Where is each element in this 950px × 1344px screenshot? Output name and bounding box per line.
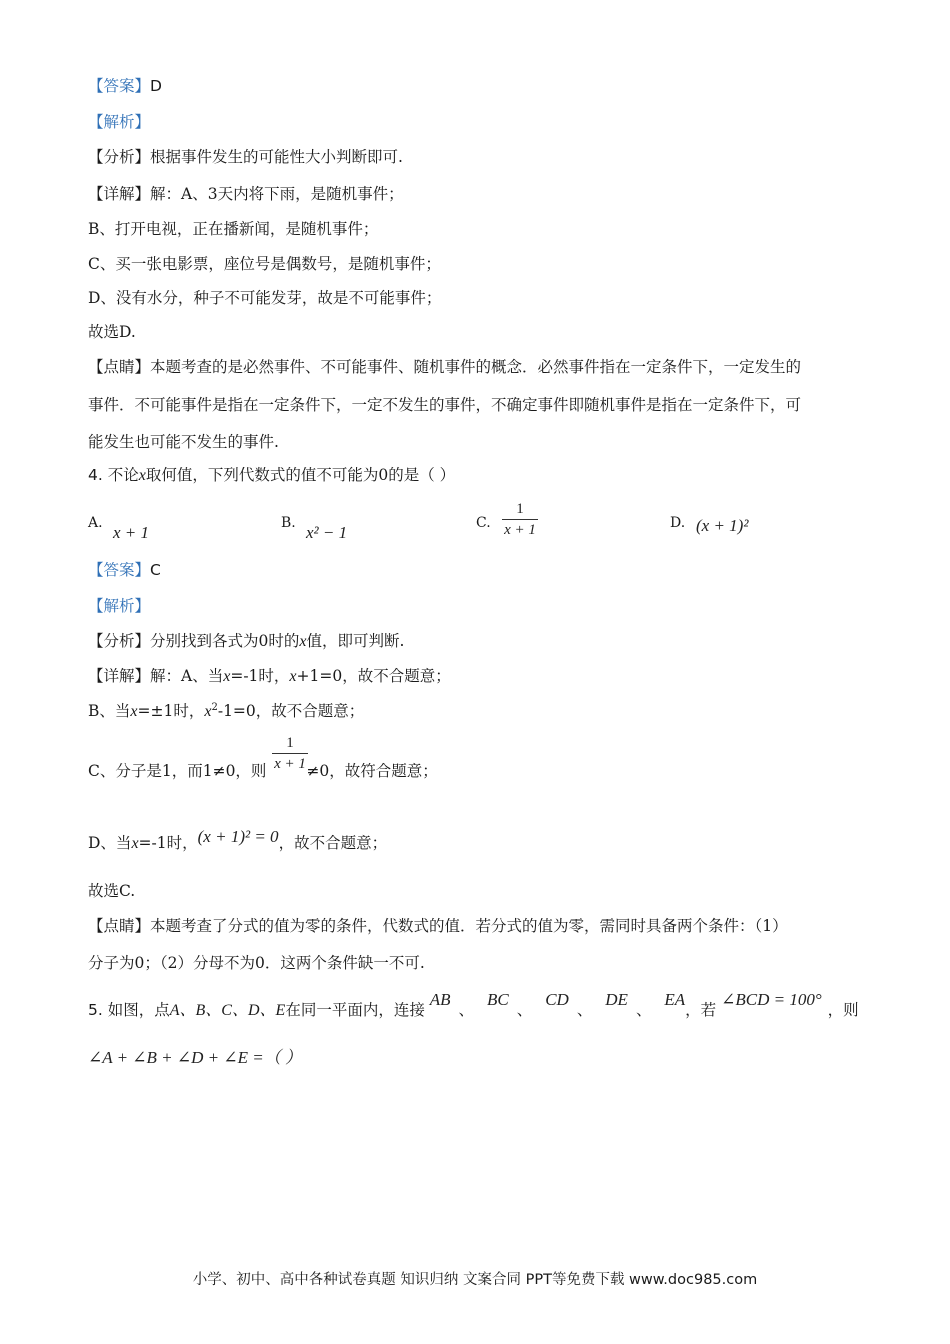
q3-answer: D	[150, 77, 162, 95]
q4-detail-a: 【详解】解：A、当x=-1时，x+1=0，故不合题意；	[88, 667, 451, 685]
page-footer: 小学、初中、高中各种试卷真题 知识归纳 文案合同 PPT等免费下载 www.doc985.com	[192, 1272, 758, 1288]
q4-answer-tag: 【答案】	[88, 561, 151, 579]
q4-detail-d: D、当x=-1时，(x + 1)² = 0，故不合题意；	[88, 827, 388, 852]
q4-option-b-expr: x² − 1	[306, 523, 348, 542]
q5-question: ∠A + ∠B + ∠D + ∠E =（ ）	[88, 1048, 302, 1067]
q3-dianjing-1: 【点睛】本题考查的是必然事件、不可能事件、随机事件的概念．必然事件指在一定条件下，一定发生的	[88, 358, 802, 376]
q3-dianjing-tag: 【点睛】	[88, 358, 151, 376]
q4-detail-d-expr: (x + 1)² = 0	[197, 827, 279, 846]
q4-option-c-fraction	[502, 500, 538, 539]
q4-dianjing-1: 【点睛】本题考查了分式的值为零的条件，代数式的值．若分式的值为零，需同时具备两个条件：（1）	[88, 917, 788, 935]
q5-condition: ∠BCD = 100°	[721, 990, 822, 1009]
q4-option-c-num: 1	[516, 501, 524, 517]
q3-line-b: B、打开电视，正在播新闻，是随机事件；	[88, 220, 379, 238]
q4-option-a-expr: x + 1	[113, 523, 150, 542]
q4-option-b-label: B.	[281, 515, 296, 531]
q3-analysis-tag: 【解析】	[88, 113, 151, 131]
q3-answer-tag: 【答案】	[88, 77, 151, 95]
q3-xiangjie-tag: 【详解】	[88, 185, 151, 203]
q4-detail-c: C、分子是1，而1≠0，则 ≠0，故符合题意；	[88, 762, 438, 780]
q5-number: 5.	[88, 1001, 103, 1019]
q4-option-c-den: x + 1	[504, 522, 536, 538]
q4-option-d-expr: (x + 1)²	[696, 516, 749, 535]
fraction-bar	[502, 519, 538, 520]
fraction-bar	[272, 753, 308, 754]
q3-conclusion: 故选D.	[88, 323, 136, 341]
q3-fenxi: 根据事件发生的可能性大小判断即可.	[150, 148, 403, 166]
q4-option-c-label: C.	[476, 515, 491, 531]
q4-detail-b: B、当x=±1时，$x^2-1=0$，故不合题意；	[88, 701, 365, 720]
q3-line-d: D、没有水分，种子不可能发芽，故是不可能事件；	[88, 289, 442, 307]
q3-dianjing-3: 能发生也可能不发生的事件.	[88, 433, 279, 451]
q3-line-a: 解：A、3天内将下雨，是随机事件；	[150, 185, 404, 203]
q3-detail-a	[88, 183, 860, 205]
q4-option-d-label: D.	[670, 515, 686, 531]
q3-fenxi-line	[88, 146, 860, 168]
q4-answer: C	[150, 561, 161, 579]
q4-dianjing-2: 分子为0；（2）分母不为0．这两个条件缺一不可.	[88, 954, 425, 972]
q3-answer-line	[88, 75, 860, 97]
q4-analysis-tag: 【解析】	[88, 597, 151, 615]
q4-number: 4.	[88, 466, 103, 484]
q4-detail-c-fraction: 1 x + 1	[272, 734, 308, 773]
q5-stem: 5. 如图，点A、B、C、D、E在同一平面内，连接 AB、 BC、 CD、 DE、 EA，若 ∠BCD = 100°，则	[88, 990, 859, 1019]
q3-dianjing-2: 事件．不可能事件是指在一定条件下，一定不发生的事件，不确定事件即随机事件是指在一定条件下，可	[88, 396, 802, 414]
q4-fenxi-line: 【分析】分别找到各式为0时的x值，即可判断.	[88, 632, 405, 650]
q3-line-c: C、买一张电影票，座位号是偶数号，是随机事件；	[88, 255, 441, 273]
q4-conclusion: 故选C.	[88, 882, 136, 900]
q4-stem: 4. 不论x取何值，下列代数式的值不可能为0的是（ ）	[88, 466, 456, 484]
q4-option-a-label: A.	[88, 515, 103, 531]
q3-fenxi-tag: 【分析】	[88, 148, 151, 166]
q4-answer-line	[88, 559, 860, 581]
